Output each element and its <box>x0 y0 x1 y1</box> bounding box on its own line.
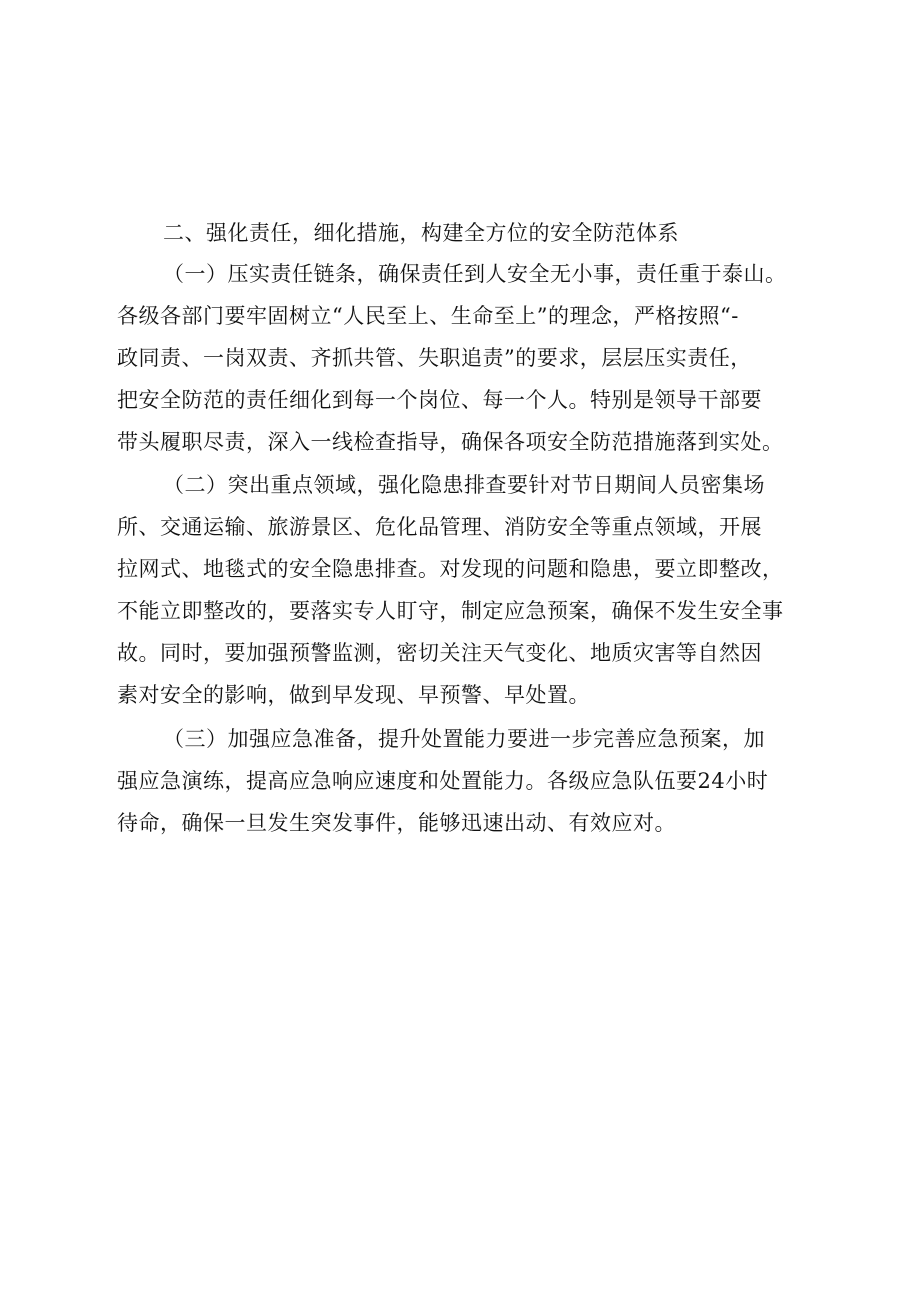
paragraph-2-line-6: 素对安全的影响，做到早发现、早预警、早处置。 <box>117 683 590 707</box>
paragraph-1-line-5: 带头履职尽责，深入一线检查指导，确保各项安全防范措施落到实处。 <box>117 430 784 454</box>
paragraph-1-line-3: 政同责、一岗双责、齐抓共管、失职追责”的要求，层层压实责任， <box>117 346 752 370</box>
paragraph-2-line-1: （二）突出重点领域，强化隐患排查要针对节日期间人员密集场 <box>163 473 765 497</box>
paragraph-2-line-4: 不能立即整改的，要落实专人盯守，制定应急预案，确保不发生安全事 <box>117 599 784 623</box>
paragraph-1-line-4: 把安全防范的责任细化到每一个岗位、每一个人。特别是领导干部要 <box>117 388 762 412</box>
section-heading: 二、强化责任，细化措施，构建全方位的安全防范体系 <box>163 221 679 245</box>
paragraph-3-line-3: 待命，确保一旦发生突发事件，能够迅速出动、有效应对。 <box>117 811 676 835</box>
paragraph-3-line-1: （三）加强应急准备，提升处置能力要进一步完善应急预案，加 <box>163 727 765 751</box>
paragraph-1-line-2: 各级各部门要牢固树立“人民至上、生命至上”的理念，严格按照“- <box>117 304 739 328</box>
paragraph-2-line-3: 拉网式、地毯式的安全隐患排查。对发现的问题和隐患，要立即整改， <box>117 557 784 581</box>
paragraph-2-line-5: 故。同时，要加强预警监测，密切关注天气变化、地质灾害等自然因 <box>117 641 762 665</box>
paragraph-2-line-2: 所、交通运输、旅游景区、危化品管理、消防安全等重点领域，开展 <box>117 515 762 539</box>
paragraph-3-line-2: 强应急演练，提高应急响应速度和处置能力。各级应急队伍要24小时 <box>117 769 769 793</box>
paragraph-1-line-1: （一）压实责任链条，确保责任到人安全无小事，责任重于泰山。 <box>163 262 787 286</box>
